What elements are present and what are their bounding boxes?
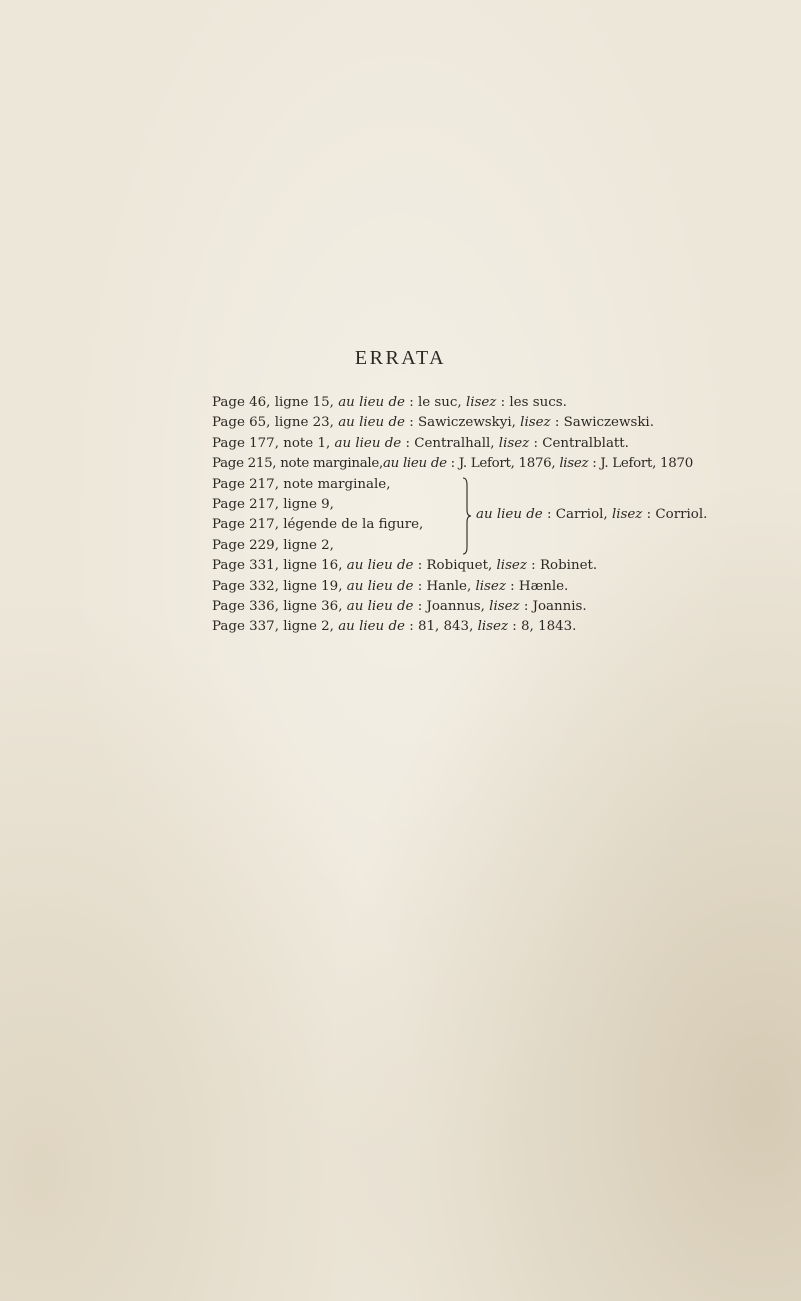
entry-lisez: lisez [498, 435, 530, 451]
entry-correct: : Sawiczewski. [550, 415, 654, 431]
errata-entry [212, 454, 797, 474]
entry-phrase: au lieu de [346, 598, 414, 614]
errata-entry [212, 597, 797, 617]
entry-lisez: lisez [611, 506, 643, 522]
entry-wrong: : le suc, [404, 395, 466, 410]
brace-icon [462, 477, 472, 555]
entry-wrong: : Carriol, [542, 506, 612, 522]
entry-wrong: : 81, 843, [404, 619, 478, 635]
entry-correct: : Hænle. [505, 578, 569, 594]
group-row: Page 217, légende de la figure, [212, 517, 424, 533]
entry-phrase: au lieu de [338, 395, 405, 410]
entry-correct: : Centralblatt. [529, 435, 629, 451]
entry-lisez: lisez [477, 619, 509, 635]
group-correction [476, 505, 707, 525]
group-row: Page 229, ligne 2, [212, 537, 334, 553]
entry-lisez: lisez [465, 395, 497, 410]
entry-wrong: : Robiquet, [413, 558, 497, 574]
errata-entry [212, 556, 797, 576]
entry-wrong: : Hanle, [413, 578, 476, 594]
entry-correct: : les sucs. [496, 395, 567, 410]
entry-phrase: au lieu de [338, 415, 405, 431]
entry-wrong: : Joannus, [413, 598, 490, 614]
entry-correct: : Robinet. [526, 558, 598, 574]
errata-group [212, 475, 797, 557]
entry-correct: : Corriol. [642, 506, 708, 522]
entry-lisez: lisez [489, 598, 520, 614]
entry-phrase: au lieu de [382, 456, 447, 472]
entry-lisez: lisez [520, 415, 551, 431]
entry-phrase: au lieu de [476, 506, 543, 522]
errata-entry [212, 434, 797, 454]
errata-entry [212, 577, 797, 597]
entry-lisez: lisez [475, 578, 506, 594]
entry-location: Page 337, ligne 2, [212, 619, 339, 635]
entry-location: Page 177, note 1, [212, 435, 335, 451]
entry-correct: : Joannis. [519, 598, 587, 614]
entry-correct: : 8, 1843. [508, 619, 577, 635]
entry-location: Page 215, note marginale, [212, 456, 383, 472]
entry-wrong: : J. Lefort, 1876, [446, 456, 560, 472]
entry-phrase: au lieu de [338, 619, 405, 635]
entry-location: Page 46, ligne 15, [212, 395, 339, 410]
entry-wrong: : Centralhall, [401, 435, 499, 451]
entry-location: Page 331, ligne 16, [212, 558, 347, 574]
entry-lisez: lisez [496, 558, 527, 574]
entry-location: Page 336, ligne 36, [212, 598, 347, 614]
group-row: Page 217, note marginale, [212, 476, 391, 492]
entry-phrase: au lieu de [346, 578, 414, 594]
entry-wrong: : Sawiczewskyi, [404, 415, 521, 431]
errata-entry [212, 393, 797, 413]
entry-correct: : J. Lefort, 1870 [588, 456, 693, 472]
entry-phrase: au lieu de [334, 435, 402, 451]
entry-lisez: lisez [559, 456, 589, 472]
entry-phrase: au lieu de [346, 558, 414, 574]
group-row: Page 217, ligne 9, [212, 496, 334, 512]
entry-location: Page 65, ligne 23, [212, 415, 339, 431]
entry-location: Page 332, ligne 19, [212, 578, 347, 594]
errata-entry [212, 617, 797, 637]
errata-list [212, 393, 797, 638]
errata-entry [212, 413, 797, 433]
page-title: ERRATA [354, 347, 447, 369]
